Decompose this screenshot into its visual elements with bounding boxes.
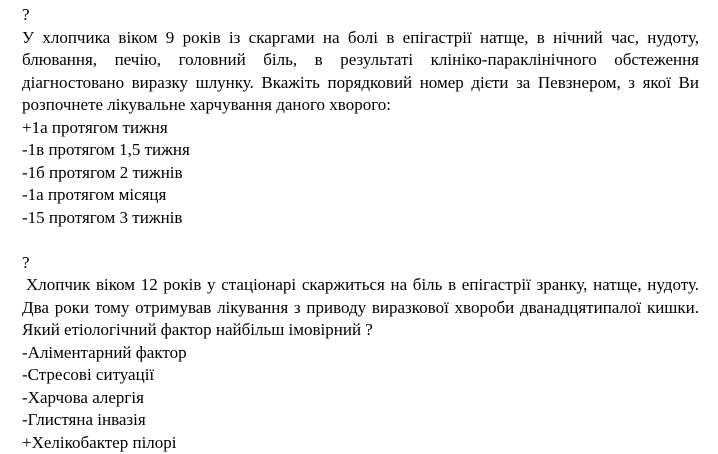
answer-option: -Стресові ситуації	[22, 364, 699, 387]
answer-option: -1в протягом 1,5 тижня	[22, 139, 699, 162]
question-text: У хлопчика віком 9 років із скаргами на болі в епігастрії натще, в нічний час, нудоту, блювання, печію, головний біль, в результаті клініко-параклінічного обстеження діагностовано виразку шлунку. Вкажіть порядковий номер дієти за Певзнером, з якої Ви розпочнете лікувальне харчування даного хворого:	[22, 27, 699, 117]
answer-option: -1а протягом місяця	[22, 184, 699, 207]
question-marker: ?	[22, 4, 699, 27]
answer-option: -Харчова алергія	[22, 387, 699, 410]
answer-option: -Аліментарний фактор	[22, 342, 699, 365]
options-list	[22, 117, 699, 230]
answer-option: -Глистяна інвазія	[22, 409, 699, 432]
question-block-2	[22, 252, 699, 454]
answer-option: +Хелікобактер пілорі	[22, 432, 699, 454]
question-block-1	[22, 4, 699, 229]
answer-option: -15 протягом 3 тижнів	[22, 207, 699, 230]
question-marker: ?	[22, 252, 699, 275]
options-list	[22, 342, 699, 454]
answer-option: -1б протягом 2 тижнів	[22, 162, 699, 185]
answer-option: +1а протягом тижня	[22, 117, 699, 140]
question-text: Хлопчик віком 12 років у стаціонарі скаржиться на біль в епігастрії зранку, натще, нудоту. Два роки тому отримував лікування з приводу виразкової хвороби дванадцятипалої кишки. Який етіологічний фактор найбільш імовірний ?	[22, 274, 699, 342]
